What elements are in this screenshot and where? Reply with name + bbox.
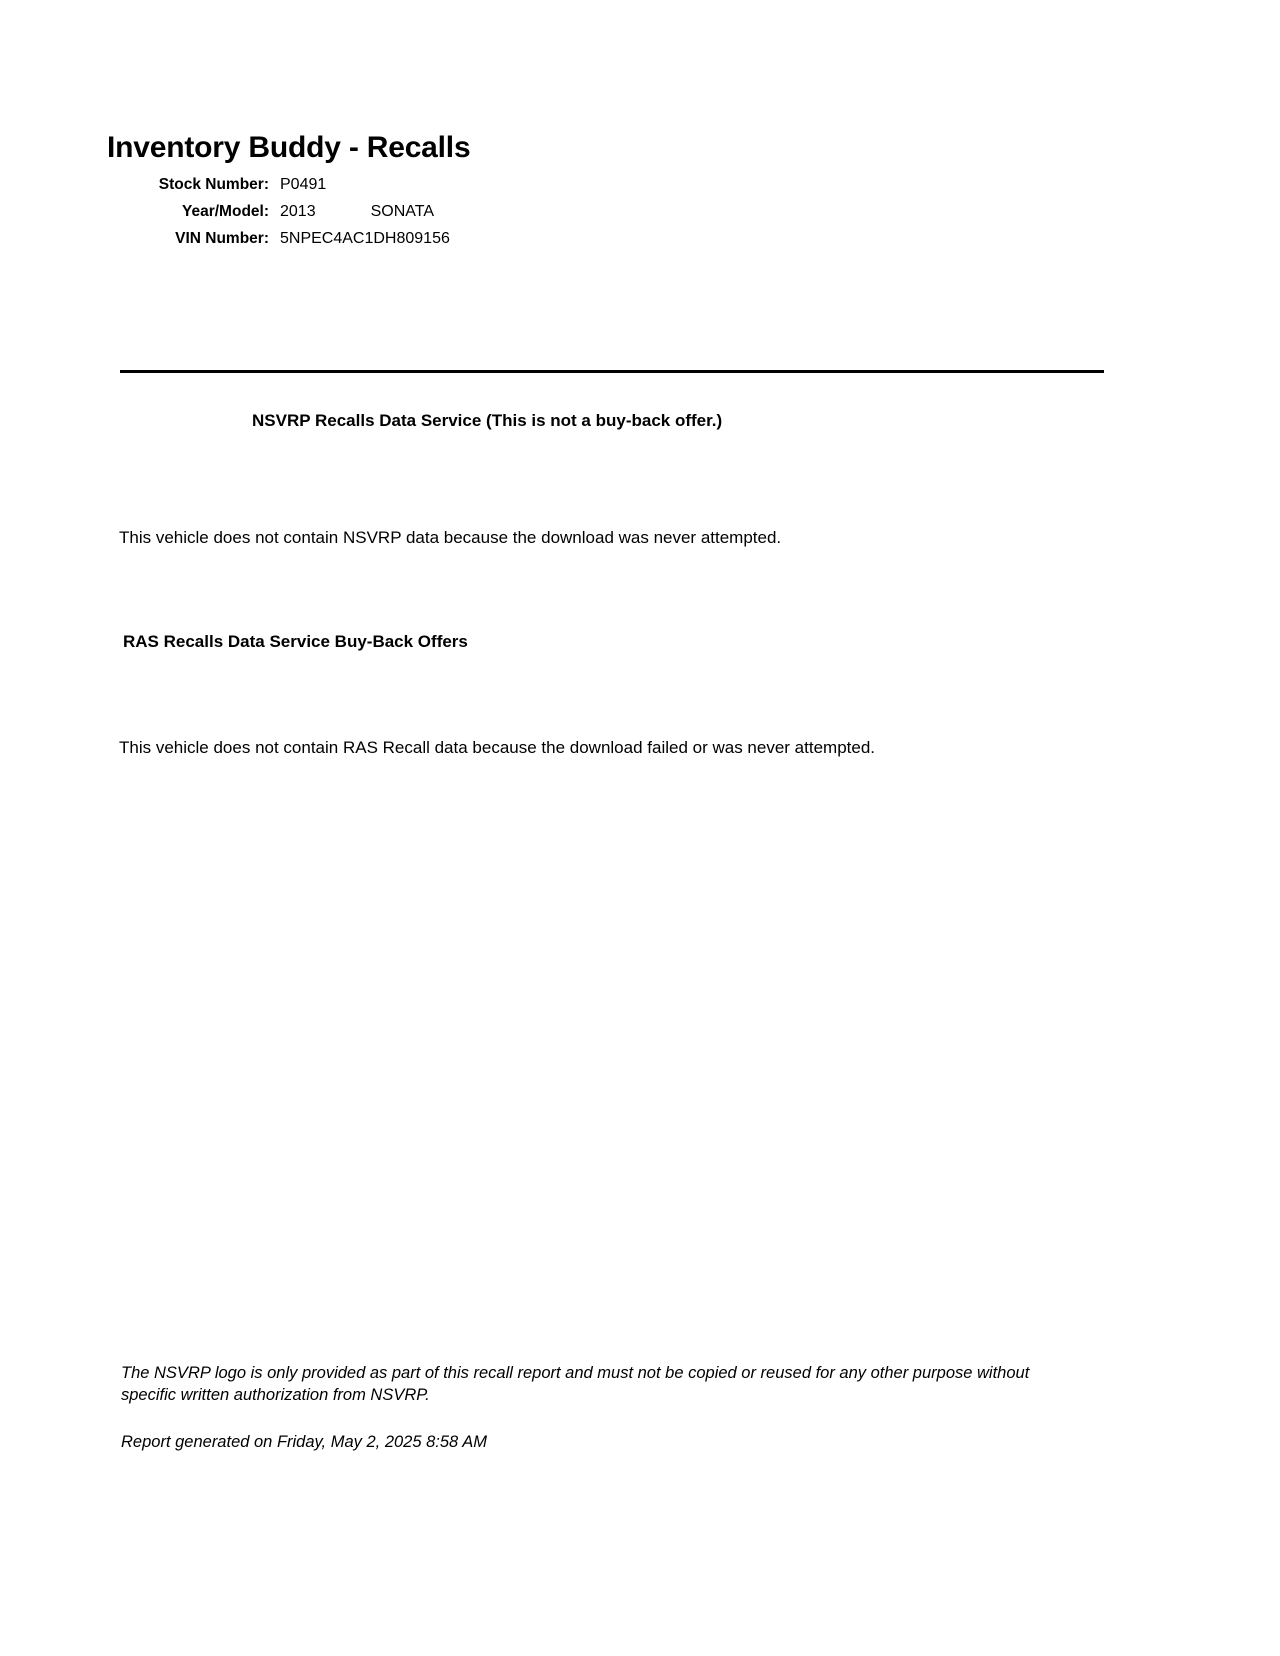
nsvrp-section-heading: NSVRP Recalls Data Service (This is not a buy-back offer.) [252,411,723,430]
year-model-label: Year/Model: [182,203,269,220]
page-title: Inventory Buddy - Recalls [107,131,471,164]
meta-row-year-model [107,203,707,230]
ras-section-heading: RAS Recalls Data Service Buy-Back Offers [123,632,468,651]
document-footer [121,1362,1081,1452]
vehicle-meta-block [107,176,707,257]
footer-logo-notice: The NSVRP logo is only provided as part of this recall report and must not be copied or reused for any other purpose without specific written authorization from NSVRP. [121,1364,1030,1405]
vin-number-label: VIN Number: [175,230,269,247]
vin-number-value: 5NPEC4AC1DH809156 [280,230,450,247]
model-value: SONATA [370,203,435,220]
nsvrp-section-body: This vehicle does not contain NSVRP data because the download was never attempted. [119,528,782,547]
ras-section-body: This vehicle does not contain RAS Recall data because the download failed or was never attempted. [119,738,876,757]
footer-generated-timestamp: Report generated on Friday, May 2, 2025 8:58 AM [121,1432,487,1451]
stock-number-value: P0491 [280,176,327,193]
horizontal-divider [120,370,1104,373]
year-value: 2013 [280,203,316,220]
meta-row-vin-number [107,230,707,257]
meta-row-stock-number [107,176,707,203]
stock-number-label: Stock Number: [158,176,269,193]
